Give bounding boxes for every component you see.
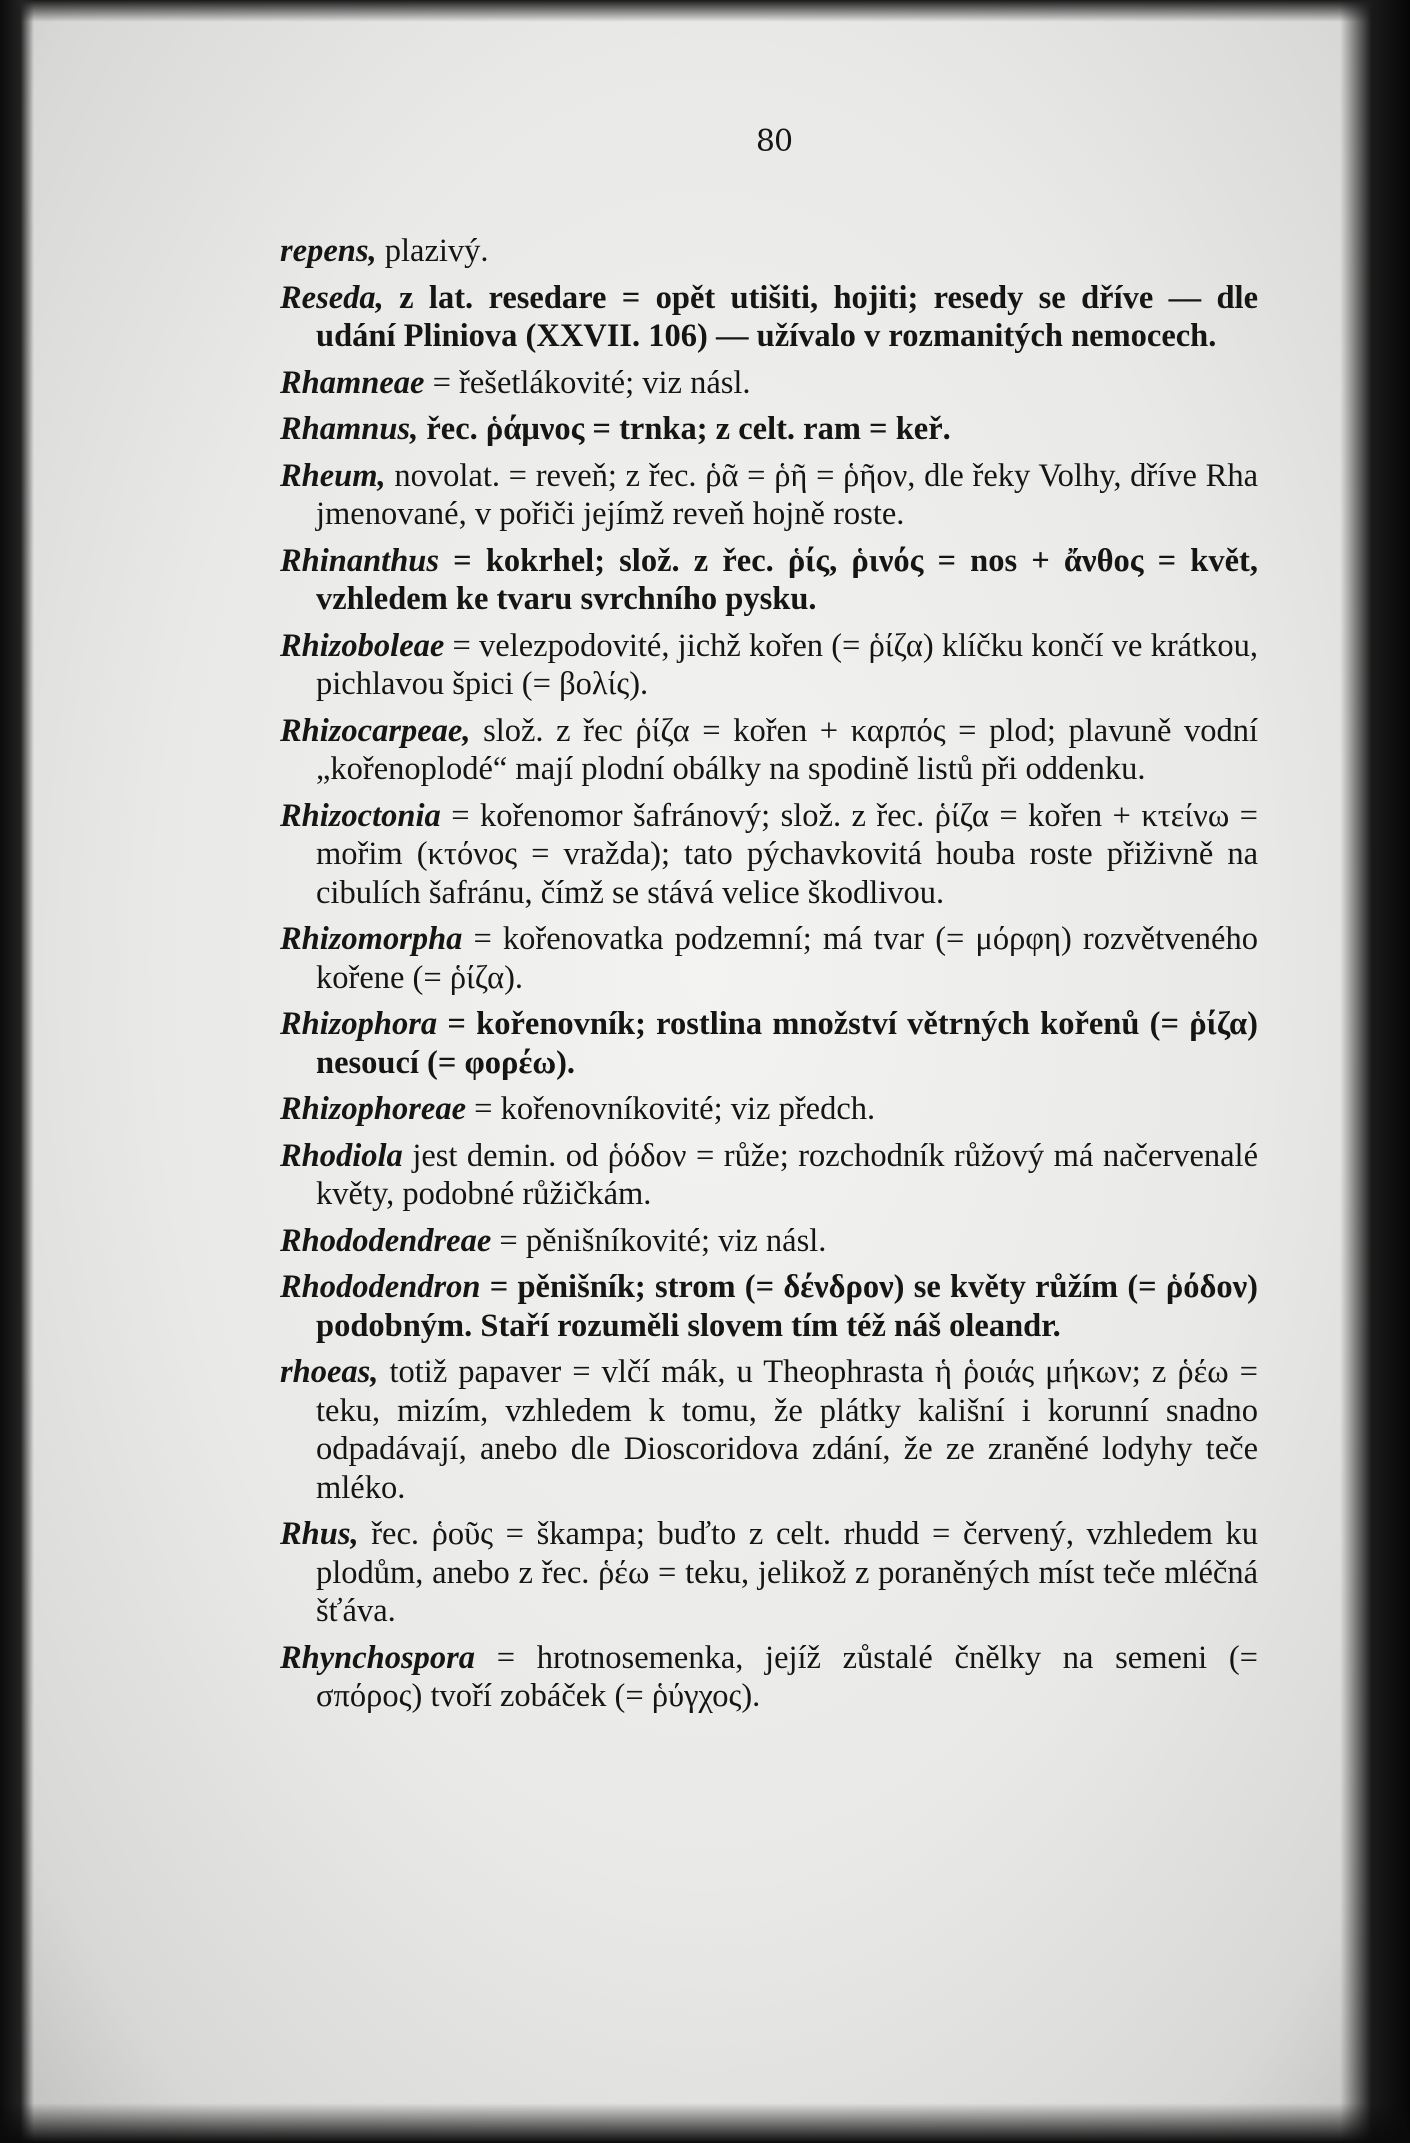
entry-headword: Rhinanthus [280,542,440,579]
entry-headword: Rhizocarpeae, [280,712,471,749]
entry-headword: Rhizomorpha [280,921,463,957]
entry-text: = kořenomor šafránový; slož. z řec. ῥίζα = kořen + κτείνω = mořim (κτόνος = vražda); tato pýchavkovitá houba roste přiživně na cibulích šafránu, čímž se stává velice škodlivou. [316,797,1259,911]
scan-edge-right [1340,0,1410,2143]
entry-text: slož. z řec ῥίζα = kořen + καρπός = plod; plavuně vodní „kořenoplodé“ mají plodní obálky na spodině listů při oddenku. [316,712,1258,787]
entry-headword: Rhamnus, [280,411,419,447]
entry-headword: Rhododendreae [280,1222,492,1259]
entry-text: řec. ῥάμνος = trnka; z celt. ram = keř. [426,411,951,447]
entry-rhododendreae [280,1222,1258,1261]
entry-headword: Rhus, [280,1516,359,1552]
entry-text: = kořenovatka podzemní; má tvar (= μόρφη) rozvětveného kořene (= ῥίζα). [316,921,1258,996]
page-number: 80 [755,124,793,159]
entry-text: řec. ῥοῦς = škampa; buďto z celt. rhudd = červený, vzhledem ku plodům, anebo z řec. ῥέω = teku, jelikož z poraněných míst teče mléčná šťáva. [316,1516,1258,1629]
entry-text: = kořenovník; rostlina množství větrných kořenů (= ῥίζα) nesoucí (= φορέω). [316,1006,1259,1081]
entry-rheum [280,457,1258,534]
entry-rhizophora [280,1005,1258,1082]
entry-text: z lat. resedare = opět utišiti, hojiti; resedy se dříve — dle udání Pliniova (XXVII. 106) — užívalo v rozmanitých nemocech. [316,279,1258,354]
entry-text: = pěnišníkovité; viz násl. [499,1222,827,1259]
entry-rhododendron [280,1268,1258,1345]
scan-edge-bottom [0,2103,1410,2143]
entry-text: totiž papaver = vlčí mák, u Theophrasta ἡ ῥοιάς μήκων; z ῥέω = teku, mizím, vzhledem k tomu, že plátky kališní i korunní snadno odpadávají, anebo dle Dioscoridova zdání, že ze zraněné lodyhy teče mléko. [316,1354,1258,1506]
entry-rhizocarpeae [280,712,1258,789]
entry-headword: Rhodiola [280,1137,403,1174]
entry-headword: Rhynchospora [280,1639,476,1676]
entry-headword: repens, [280,233,377,269]
entry-repens [280,232,1258,271]
entry-rhamneae [280,364,1258,403]
entry-rhinanthus [280,542,1258,619]
entry-text: = velezpodovité, jichž kořen (= ῥίζα) klíčku končí ve krátkou, pichlavou špici (= βολίς). [316,627,1258,702]
entry-headword: Rheum, [280,457,386,494]
entry-rhynchospora [280,1639,1258,1716]
entry-headword: rhoeas, [280,1354,379,1390]
entry-rhus [280,1515,1258,1631]
entry-text: novolat. = reveň; z řec. ῥᾶ = ῥῆ = ῥῆον, dle řeky Volhy, dříve Rha jmenované, v pořiči jejímž reveň hojně roste. [316,457,1258,532]
entry-text: plazivý. [384,233,489,269]
scan-edge-top [0,0,1410,22]
entry-rhizoboleae [280,627,1258,704]
entry-rhizomorpha [280,920,1258,997]
entry-rhoeas [280,1353,1258,1507]
entry-rhizophoreae [280,1090,1258,1129]
entry-headword: Rhizophora [280,1006,438,1042]
entry-headword: Rhododendron [280,1269,481,1305]
entry-headword: Rhamneae [280,364,425,401]
entry-text: = hrotnosemenka, jejíž zůstalé čnělky na semeni (= σπόρος) tvoří zobáček (= ῥύγχος). [316,1639,1258,1714]
entry-rhizoctonia [280,797,1258,913]
scan-edge-left [0,0,34,2143]
entry-text: = řešetlákovité; viz násl. [432,364,751,401]
entry-reseda [280,279,1258,356]
entry-text: = kokrhel; slož. z řec. ῥίς, ῥινός = nos + ἄνθος = květ, vzhledem ke tvaru svrchního pysku. [316,542,1258,617]
entry-headword: Rhizoboleae [280,627,445,664]
entry-headword: Rhizophoreae [280,1091,467,1127]
entry-rhamnus [280,410,1258,449]
dictionary-entries [280,232,1258,1724]
entry-rhodiola [280,1137,1258,1214]
entry-text: jest demin. od ῥόδον = růže; rozchodník růžový má načervenalé květy, podobné růžičkám. [316,1137,1259,1212]
entry-text: = pěnišník; strom (= δένδρον) se květy růžím (= ῥόδον) podobným. Staří rozuměli slovem tím též náš oleandr. [316,1269,1259,1344]
entry-text: = kořenovníkovité; viz předch. [474,1091,876,1127]
entry-headword: Reseda, [280,279,384,316]
entry-headword: Rhizoctonia [280,797,441,834]
